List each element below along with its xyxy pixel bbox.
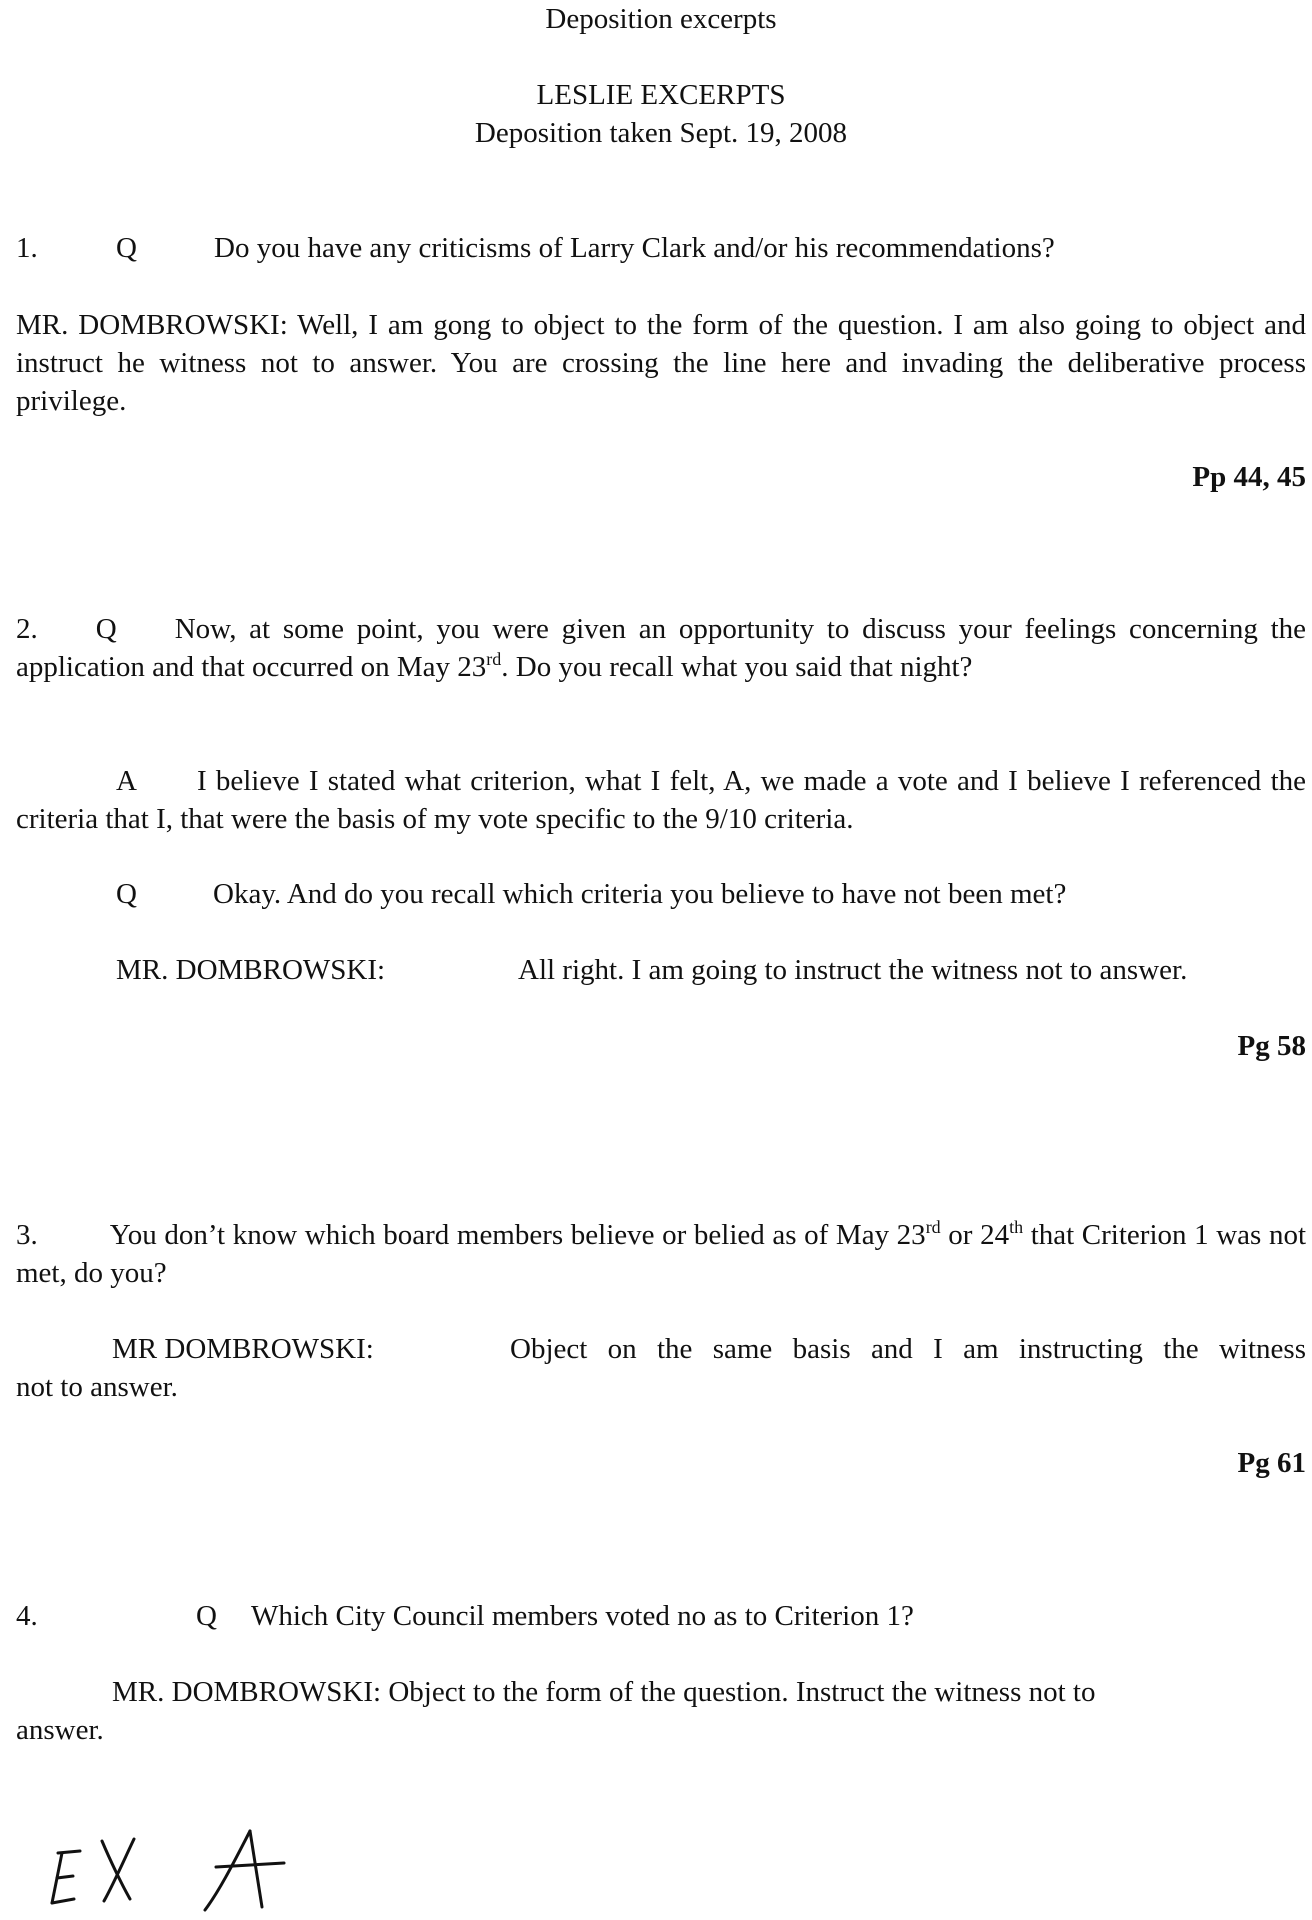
excerpt-1-page-ref: Pp 44, 45 [1192,461,1306,493]
excerpt-2-question-text-a: Now, at some point, you were given an opportunity to discuss your feelings concerning the application and that occurred on May 23 [16,613,1306,683]
deposition-date: Deposition taken Sept. 19, 2008 [474,117,848,149]
excerpt-2-question-sup: rd [486,649,502,669]
excerpt-3-sup-1: rd [925,1217,941,1237]
excerpt-1-question-line [16,229,1306,267]
excerpt-4-objection-b: answer. [16,1714,104,1746]
excerpt-2-question [16,610,1306,686]
excerpt-2-objection: All right. I am going to instruct the witness not to answer. [518,954,1188,986]
excerpt-2-q2-marker: Q [116,878,137,910]
excerpt-3-speaker: MR DOMBROWSKI: [112,1333,374,1365]
exhibit-handwritten-mark [40,1815,300,1915]
excerpt-3-objection-line [16,1330,1306,1368]
excerpt-1-number: 1. [16,232,38,264]
excerpt-3-question-text-a: You don’t know which board members believe or belied as of May 23 [109,1219,926,1251]
excerpt-2-page-ref: Pg 58 [1237,1030,1306,1062]
excerpt-3-page-ref: Pg 61 [1237,1447,1306,1479]
excerpt-2-speaker: MR. DOMBROWSKI: [116,954,386,986]
excerpt-4-objection-a-text: MR. DOMBROWSKI: Object to the form of the question. Instruct the witness not to [112,1676,1096,1708]
section-title: LESLIE EXCERPTS [536,79,786,111]
excerpt-2-question-2-line [16,875,1306,913]
excerpt-4-question: Which City Council members voted no as to Criterion 1? [251,1600,914,1632]
excerpt-4-question-line [16,1597,1306,1635]
doc-title: Deposition excerpts [545,3,777,35]
excerpt-3-number: 3. [16,1219,38,1251]
excerpt-3-sup-2: th [1009,1217,1024,1237]
excerpt-2-number: 2. [16,613,38,645]
excerpt-3-objection-b: not to answer. [16,1371,178,1403]
excerpt-1-objection: MR. DOMBROWSKI: Well, I am gong to object to the form of the question. I am also going to object and instruct he witness not to answer. You are crossing the line here and invading the deliberative process privilege. [16,309,1306,417]
excerpt-4-number: 4. [16,1600,38,1632]
excerpt-3-question-text-c: that Criterion 1 was not met, do you? [16,1219,1306,1289]
excerpt-2-objection-line [16,951,1306,989]
excerpt-4-q-marker: Q [196,1600,217,1632]
excerpt-2-question-2: Okay. And do you recall which criteria you believe to have not been met? [213,878,1067,910]
excerpt-3-objection-a: Object on the same basis and I am instructing the witness [510,1333,1306,1365]
excerpt-2-answer [16,762,1306,838]
excerpt-4-objection-a [16,1673,1306,1711]
excerpt-2-a-marker: A [116,765,137,797]
excerpt-2-answer-text: I believe I stated what criterion, what I felt, A, we made a vote and I believe I referenced the criteria that I, that were the basis of my vote specific to the 9/10 criteria. [16,765,1306,835]
excerpt-1-question: Do you have any criticisms of Larry Clark and/or his recommendations? [214,232,1055,264]
excerpt-2-question-text-b: . Do you recall what you said that night? [501,651,973,683]
excerpt-3-question-text-b: or 24 [940,1219,1010,1251]
excerpt-1-q-marker: Q [116,232,137,264]
excerpt-2-q-marker: Q [95,613,117,645]
excerpt-3-question [16,1216,1306,1292]
